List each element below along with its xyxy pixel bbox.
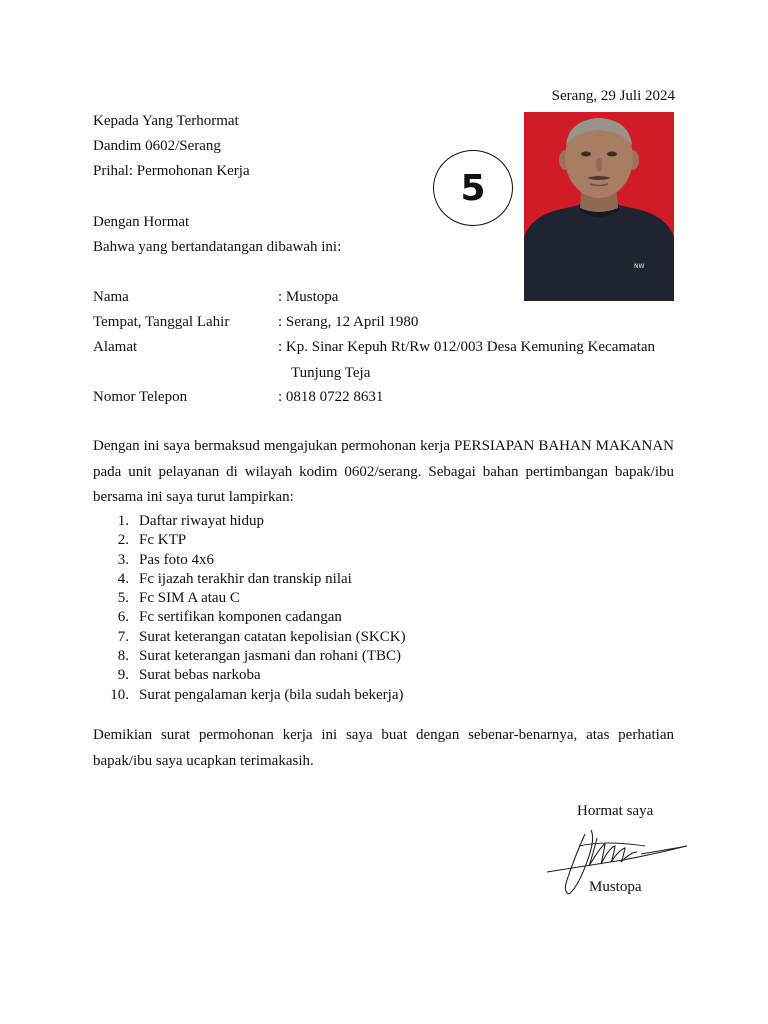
field-label-birth: Tempat, Tanggal Lahir xyxy=(93,314,230,330)
intro-line: Bahwa yang bertandatangan dibawah ini: xyxy=(93,239,342,255)
field-label-name: Nama xyxy=(93,289,129,305)
list-item-number: 4. xyxy=(117,570,129,587)
list-item xyxy=(93,666,674,685)
list-item xyxy=(93,512,674,531)
body-paragraph: Dengan ini saya bermaksud mengajukan permohonan kerja PERSIAPAN BAHAN MAKANAN pada unit pelayanan di wilayah kodim 0602/serang. Sebagai bahan pertimbangan bapak/ibu bersama ini saya turut lampirkan: xyxy=(93,438,674,505)
field-value-birth: : Serang, 12 April 1980 xyxy=(278,314,419,330)
list-item-text: Fc KTP xyxy=(139,532,187,549)
list-item-number: 1. xyxy=(117,513,129,529)
place-date: Serang, 29 Juli 2024 xyxy=(551,88,675,104)
list-item-number: 7. xyxy=(117,628,129,645)
list-item-text: Surat keterangan catatan kepolisian (SKCK) xyxy=(139,628,406,645)
list-item xyxy=(93,647,674,666)
field-label-phone: Nomor Telepon xyxy=(93,389,188,405)
list-item-number: 3. xyxy=(117,551,129,568)
signer-name: Mustopa xyxy=(589,879,642,895)
list-item-text: Daftar riwayat hidup xyxy=(139,513,264,529)
list-item-text: Fc sertifikan komponen cadangan xyxy=(139,609,342,626)
list-item-number: 8. xyxy=(117,648,129,665)
list-item-number: 6. xyxy=(117,609,129,626)
list-item-number: 10. xyxy=(110,686,129,703)
list-item-text: Pas foto 4x6 xyxy=(139,551,214,568)
list-item xyxy=(93,589,674,608)
recipient-line-2: Dandim 0602/Serang xyxy=(93,138,221,154)
list-item-text: Surat bebas narkoba xyxy=(139,667,261,684)
applicant-photo-illustration xyxy=(524,112,674,301)
field-value-address-cont: Tunjung Teja xyxy=(291,365,371,381)
list-item xyxy=(93,531,674,550)
list-item-text: Fc ijazah terakhir dan transkip nilai xyxy=(139,570,352,587)
list-item xyxy=(93,551,674,570)
subject-line: Prihal: Permohonan Kerja xyxy=(93,163,250,179)
list-item xyxy=(93,608,674,627)
greeting: Dengan Hormat xyxy=(93,214,190,230)
list-item-number: 9. xyxy=(117,667,129,684)
list-item-text: Fc SIM A atau C xyxy=(139,590,240,607)
closing-salutation: Hormat saya xyxy=(577,803,654,819)
applicant-photo xyxy=(524,112,674,301)
field-label-address: Alamat xyxy=(93,339,138,355)
attachment-list xyxy=(93,512,674,705)
field-value-name: : Mustopa xyxy=(278,289,339,305)
list-item xyxy=(93,686,674,705)
closing-paragraph: Demikian surat permohonan kerja ini saya buat dengan sebenar-benarnya, atas perhatian bapak/ibu saya ucapkan terimakasih. xyxy=(93,727,674,769)
number-badge xyxy=(433,150,513,226)
list-item xyxy=(93,570,674,589)
recipient-line-1: Kepada Yang Terhormat xyxy=(93,113,239,129)
list-item-number: 5. xyxy=(117,590,129,607)
number-badge-value: 5 xyxy=(460,167,486,209)
list-item-text: Surat keterangan jasmani dan rohani (TBC) xyxy=(139,648,402,665)
field-value-address: : Kp. Sinar Kepuh Rt/Rw 012/003 Desa Kemuning Kecamatan xyxy=(278,339,656,355)
list-item-text: Surat pengalaman kerja (bila sudah bekerja) xyxy=(139,686,404,703)
list-item xyxy=(93,628,674,647)
shirt-logo: NW xyxy=(634,263,645,270)
list-item-number: 2. xyxy=(117,532,129,549)
field-value-phone: : 0818 0722 8631 xyxy=(278,389,384,405)
